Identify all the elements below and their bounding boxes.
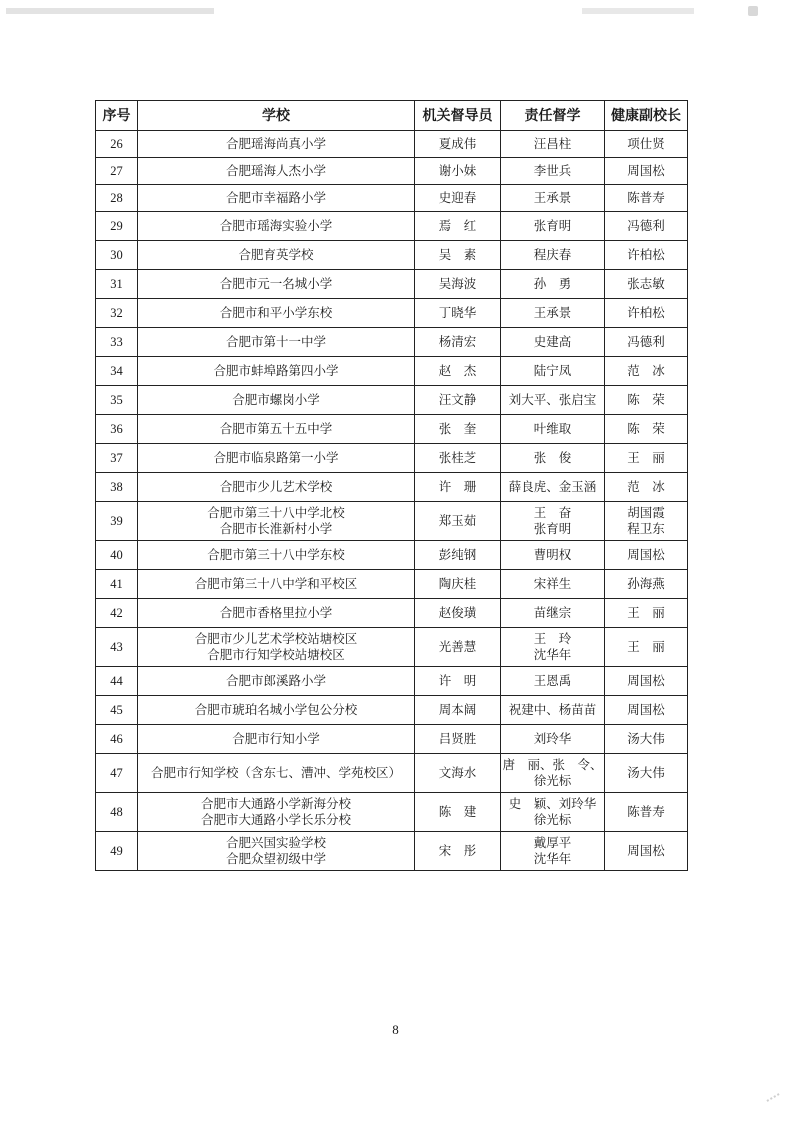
table-row	[96, 270, 688, 299]
cell-no: 27	[96, 158, 138, 185]
cell-supervisor-line: 丁晓华	[438, 305, 477, 320]
cell-school	[138, 212, 415, 241]
cell-school-line: 合肥市元一名城小学	[219, 276, 333, 291]
table-row	[96, 386, 688, 415]
cell-no: 36	[96, 415, 138, 444]
cell-school-line: 合肥市行知学校站塘校区	[207, 647, 345, 662]
cell-inspector-line: 宋祥生	[533, 576, 572, 591]
cell-inspector	[501, 131, 605, 158]
table-row	[96, 328, 688, 357]
cell-inspector-line: 李世兵	[533, 163, 572, 178]
cell-school-line: 合肥市少儿艺术学校	[219, 479, 333, 494]
cell-school-line: 合肥育英学校	[238, 247, 314, 262]
cell-inspector-line: 王承景	[533, 190, 572, 205]
cell-school-line: 合肥市幸福路小学	[225, 190, 326, 205]
cell-vice-principal	[605, 158, 688, 185]
cell-school	[138, 570, 415, 599]
table-row	[96, 793, 688, 832]
cell-supervisor-line: 赵 杰	[438, 363, 477, 378]
cell-no: 45	[96, 696, 138, 725]
cell-vice-principal	[605, 386, 688, 415]
table-row	[96, 444, 688, 473]
cell-vice-principal-line: 张志敏	[627, 276, 665, 291]
cell-school-line: 合肥市第三十八中学和平校区	[194, 576, 358, 591]
cell-inspector-line: 刘大平、张启宝	[508, 392, 597, 407]
cell-inspector-line: 刘玲华	[533, 731, 572, 746]
cell-school-line: 合肥市蚌埠路第四小学	[213, 363, 339, 378]
cell-school	[138, 328, 415, 357]
column-header-vice-principal: 健康副校长	[605, 101, 688, 131]
cell-vice-principal	[605, 628, 688, 667]
cell-supervisor	[415, 725, 501, 754]
cell-supervisor-line: 许 珊	[438, 479, 477, 494]
cell-supervisor-line: 周本阔	[438, 702, 477, 717]
table-row	[96, 158, 688, 185]
cell-supervisor	[415, 357, 501, 386]
cell-inspector-line: 陆宁凤	[533, 363, 572, 378]
cell-school-line: 合肥市瑶海实验小学	[219, 218, 333, 233]
table-row	[96, 667, 688, 696]
table-body	[96, 131, 688, 871]
cell-inspector-line: 戴厚平	[533, 835, 572, 850]
cell-vice-principal	[605, 473, 688, 502]
table-row	[96, 299, 688, 328]
cell-vice-principal	[605, 444, 688, 473]
cell-school-line: 合肥市行知小学	[232, 731, 320, 746]
cell-school-line: 合肥市郎溪路小学	[225, 673, 326, 688]
cell-supervisor-line: 汪文静	[438, 392, 477, 407]
cell-inspector-line: 孙 勇	[533, 276, 572, 291]
cell-no: 34	[96, 357, 138, 386]
cell-vice-principal-line: 程卫东	[627, 521, 665, 536]
cell-school	[138, 725, 415, 754]
cell-inspector	[501, 386, 605, 415]
cell-inspector-line: 张育明	[533, 218, 572, 233]
cell-supervisor-line: 张 奎	[438, 421, 477, 436]
cell-vice-principal	[605, 212, 688, 241]
table-row	[96, 570, 688, 599]
roster-table	[95, 100, 688, 871]
cell-school-line: 合肥市行知学校（含东七、漕冲、学苑校区）	[150, 765, 401, 780]
cell-supervisor	[415, 415, 501, 444]
cell-inspector-line: 唐 丽、张 令、	[502, 757, 603, 772]
cell-supervisor-line: 宋 彤	[438, 843, 477, 858]
cell-supervisor-line: 陈 建	[438, 804, 477, 819]
cell-school	[138, 158, 415, 185]
cell-school	[138, 185, 415, 212]
cell-inspector	[501, 299, 605, 328]
cell-school-line: 合肥瑶海尚真小学	[225, 136, 326, 151]
cell-supervisor	[415, 599, 501, 628]
cell-no: 39	[96, 502, 138, 541]
cell-school	[138, 541, 415, 570]
cell-no: 37	[96, 444, 138, 473]
cell-supervisor	[415, 541, 501, 570]
cell-inspector	[501, 754, 605, 793]
table-row	[96, 415, 688, 444]
cell-no: 41	[96, 570, 138, 599]
cell-vice-principal-line: 冯德利	[627, 334, 665, 349]
cell-inspector-line: 汪昌柱	[533, 136, 572, 151]
cell-inspector	[501, 725, 605, 754]
cell-inspector	[501, 628, 605, 667]
cell-vice-principal	[605, 299, 688, 328]
cell-vice-principal-line: 周国松	[627, 673, 665, 688]
cell-supervisor-line: 史迎春	[438, 190, 477, 205]
cell-vice-principal	[605, 667, 688, 696]
cell-supervisor-line: 吴 素	[438, 247, 477, 262]
cell-vice-principal	[605, 357, 688, 386]
cell-school	[138, 667, 415, 696]
scan-artifact	[582, 8, 694, 14]
cell-school	[138, 473, 415, 502]
table-row	[96, 541, 688, 570]
cell-inspector	[501, 212, 605, 241]
scan-artifact	[6, 8, 214, 14]
cell-vice-principal-line: 周国松	[627, 843, 665, 858]
cell-vice-principal	[605, 502, 688, 541]
scan-artifact	[748, 6, 758, 16]
cell-school-line: 合肥瑶海人杰小学	[225, 163, 326, 178]
cell-inspector-line: 程庆春	[533, 247, 572, 262]
cell-vice-principal	[605, 570, 688, 599]
cell-vice-principal	[605, 725, 688, 754]
cell-inspector-line: 王恩禹	[533, 673, 572, 688]
cell-vice-principal-line: 陈普寿	[627, 804, 665, 819]
cell-vice-principal-line: 陈普寿	[627, 190, 665, 205]
cell-school	[138, 793, 415, 832]
cell-supervisor	[415, 212, 501, 241]
cell-vice-principal	[605, 415, 688, 444]
cell-supervisor	[415, 696, 501, 725]
column-header-supervisor: 机关督导员	[415, 101, 501, 131]
cell-school	[138, 415, 415, 444]
cell-school	[138, 357, 415, 386]
cell-supervisor-line: 文海水	[438, 765, 477, 780]
cell-no: 32	[96, 299, 138, 328]
cell-school-line: 合肥市螺岗小学	[232, 392, 320, 407]
cell-inspector	[501, 541, 605, 570]
cell-supervisor-line: 吴海波	[438, 276, 477, 291]
cell-no: 38	[96, 473, 138, 502]
cell-school-line: 合肥市和平小学东校	[219, 305, 333, 320]
cell-vice-principal-line: 孙海燕	[627, 576, 665, 591]
cell-inspector	[501, 473, 605, 502]
scan-header-strip	[0, 0, 791, 20]
column-header-no: 序号	[96, 101, 138, 131]
cell-school-line: 合肥市第三十八中学北校	[207, 505, 345, 520]
table-row	[96, 725, 688, 754]
cell-school-line: 合肥市大通路小学新海分校	[200, 796, 351, 811]
cell-school	[138, 502, 415, 541]
cell-vice-principal	[605, 185, 688, 212]
cell-supervisor-line: 郑玉茹	[438, 513, 477, 528]
cell-supervisor-line: 许 明	[438, 673, 477, 688]
cell-inspector-line: 王 奋	[533, 505, 572, 520]
cell-inspector-line: 沈华年	[533, 647, 572, 662]
cell-vice-principal-line: 范 冰	[627, 363, 665, 378]
cell-vice-principal-line: 许柏松	[627, 305, 665, 320]
cell-inspector-line: 史 颖、刘玲华	[508, 796, 597, 811]
cell-supervisor-line: 彭纯钢	[438, 547, 477, 562]
cell-vice-principal-line: 周国松	[627, 163, 665, 178]
cell-no: 33	[96, 328, 138, 357]
cell-vice-principal	[605, 599, 688, 628]
cell-inspector	[501, 832, 605, 871]
cell-no: 48	[96, 793, 138, 832]
cell-no: 43	[96, 628, 138, 667]
cell-vice-principal-line: 王 丽	[627, 450, 665, 465]
cell-supervisor	[415, 473, 501, 502]
column-header-school: 学校	[138, 101, 415, 131]
cell-inspector	[501, 570, 605, 599]
table-row	[96, 357, 688, 386]
cell-supervisor	[415, 299, 501, 328]
cell-school	[138, 754, 415, 793]
table-row	[96, 696, 688, 725]
cell-inspector-line: 曹明权	[533, 547, 572, 562]
cell-vice-principal-line: 冯德利	[627, 218, 665, 233]
cell-inspector	[501, 270, 605, 299]
table-row	[96, 599, 688, 628]
cell-inspector	[501, 444, 605, 473]
cell-inspector-line: 叶维取	[533, 421, 572, 436]
cell-vice-principal-line: 王 丽	[627, 605, 665, 620]
cell-school-line: 合肥市香格里拉小学	[219, 605, 333, 620]
cell-supervisor	[415, 270, 501, 299]
cell-school-line: 合肥众望初级中学	[225, 851, 326, 866]
cell-supervisor	[415, 667, 501, 696]
cell-school	[138, 131, 415, 158]
table-row	[96, 502, 688, 541]
cell-vice-principal-line: 周国松	[627, 547, 665, 562]
cell-school-line: 合肥市第十一中学	[225, 334, 326, 349]
cell-school-line: 合肥市长淮新村小学	[219, 521, 333, 536]
cell-supervisor	[415, 793, 501, 832]
table-row	[96, 628, 688, 667]
cell-inspector	[501, 328, 605, 357]
cell-supervisor-line: 杨清宏	[438, 334, 477, 349]
cell-school-line: 合肥市琥珀名城小学包公分校	[194, 702, 358, 717]
cell-supervisor	[415, 158, 501, 185]
cell-supervisor	[415, 754, 501, 793]
cell-school	[138, 270, 415, 299]
cell-supervisor-line: 吕贤胜	[438, 731, 477, 746]
cell-no: 26	[96, 131, 138, 158]
cell-school	[138, 444, 415, 473]
cell-school-line: 合肥市第三十八中学东校	[207, 547, 345, 562]
cell-supervisor	[415, 185, 501, 212]
cell-vice-principal-line: 周国松	[627, 702, 665, 717]
cell-supervisor	[415, 241, 501, 270]
cell-vice-principal-line: 王 丽	[627, 639, 665, 654]
table-row	[96, 832, 688, 871]
cell-no: 40	[96, 541, 138, 570]
cell-vice-principal	[605, 270, 688, 299]
cell-inspector	[501, 502, 605, 541]
cell-school	[138, 241, 415, 270]
cell-supervisor-line: 陶庆桂	[438, 576, 477, 591]
cell-vice-principal	[605, 832, 688, 871]
cell-no: 46	[96, 725, 138, 754]
cell-no: 31	[96, 270, 138, 299]
table-row	[96, 131, 688, 158]
cell-vice-principal	[605, 131, 688, 158]
cell-vice-principal-line: 项仕贤	[627, 136, 665, 151]
table-row	[96, 241, 688, 270]
cell-vice-principal-line: 范 冰	[627, 479, 665, 494]
cell-inspector-line: 王 玲	[533, 631, 572, 646]
cell-school-line: 合肥市少儿艺术学校站塘校区	[194, 631, 358, 646]
cell-school	[138, 386, 415, 415]
cell-school-line: 合肥市第五十五中学	[219, 421, 333, 436]
cell-inspector	[501, 599, 605, 628]
cell-inspector-line: 王承景	[533, 305, 572, 320]
cell-vice-principal-line: 汤大伟	[627, 731, 665, 746]
cell-supervisor-line: 夏成伟	[438, 136, 477, 151]
cell-no: 35	[96, 386, 138, 415]
cell-vice-principal-line: 陈 荣	[627, 421, 665, 436]
cell-school	[138, 832, 415, 871]
cell-supervisor	[415, 386, 501, 415]
cell-supervisor-line: 光善慧	[438, 639, 477, 654]
cell-inspector	[501, 185, 605, 212]
cell-vice-principal-line: 许柏松	[627, 247, 665, 262]
cell-vice-principal-line: 陈 荣	[627, 392, 665, 407]
cell-vice-principal	[605, 754, 688, 793]
cell-inspector-line: 徐光标	[533, 773, 572, 788]
cell-supervisor	[415, 570, 501, 599]
cell-supervisor-line: 张桂芝	[438, 450, 477, 465]
cell-supervisor	[415, 131, 501, 158]
cell-inspector	[501, 158, 605, 185]
table-header-row	[96, 101, 688, 131]
cell-vice-principal	[605, 793, 688, 832]
cell-school-line: 合肥市大通路小学长乐分校	[200, 812, 351, 827]
cell-inspector-line: 史建高	[533, 334, 572, 349]
table-row	[96, 754, 688, 793]
cell-school	[138, 696, 415, 725]
cell-supervisor	[415, 444, 501, 473]
cell-school-line: 合肥兴国实验学校	[225, 835, 326, 850]
cell-inspector-line: 徐光标	[533, 812, 572, 827]
cell-inspector-line: 苗继宗	[533, 605, 572, 620]
cell-school	[138, 299, 415, 328]
cell-vice-principal	[605, 328, 688, 357]
cell-supervisor	[415, 628, 501, 667]
cell-no: 44	[96, 667, 138, 696]
cell-inspector-line: 祝建中、杨苗苗	[508, 702, 597, 717]
scan-artifact	[766, 1093, 783, 1109]
cell-inspector	[501, 415, 605, 444]
cell-inspector	[501, 241, 605, 270]
cell-school	[138, 628, 415, 667]
cell-supervisor-line: 焉 红	[438, 218, 477, 233]
cell-inspector-line: 张育明	[533, 521, 572, 536]
cell-no: 47	[96, 754, 138, 793]
cell-inspector-line: 沈华年	[533, 851, 572, 866]
cell-inspector	[501, 357, 605, 386]
cell-supervisor-line: 谢小妹	[438, 163, 477, 178]
cell-no: 30	[96, 241, 138, 270]
cell-no: 49	[96, 832, 138, 871]
cell-school	[138, 599, 415, 628]
cell-inspector	[501, 793, 605, 832]
cell-vice-principal-line: 胡国霞	[627, 505, 665, 520]
table-row	[96, 473, 688, 502]
cell-supervisor	[415, 328, 501, 357]
page-number: 8	[392, 1022, 399, 1037]
cell-school-line: 合肥市临泉路第一小学	[213, 450, 339, 465]
cell-no: 29	[96, 212, 138, 241]
cell-inspector-line: 张 俊	[533, 450, 572, 465]
table-row	[96, 185, 688, 212]
column-header-inspector: 责任督学	[501, 101, 605, 131]
cell-vice-principal-line: 汤大伟	[627, 765, 665, 780]
cell-no: 28	[96, 185, 138, 212]
cell-supervisor-line: 赵俊璜	[438, 605, 477, 620]
cell-no: 42	[96, 599, 138, 628]
cell-supervisor	[415, 832, 501, 871]
cell-vice-principal	[605, 241, 688, 270]
cell-vice-principal	[605, 696, 688, 725]
cell-inspector-line: 薛良虎、金玉涵	[508, 479, 597, 494]
table-row	[96, 212, 688, 241]
cell-supervisor	[415, 502, 501, 541]
cell-inspector	[501, 667, 605, 696]
cell-vice-principal	[605, 541, 688, 570]
cell-inspector	[501, 696, 605, 725]
